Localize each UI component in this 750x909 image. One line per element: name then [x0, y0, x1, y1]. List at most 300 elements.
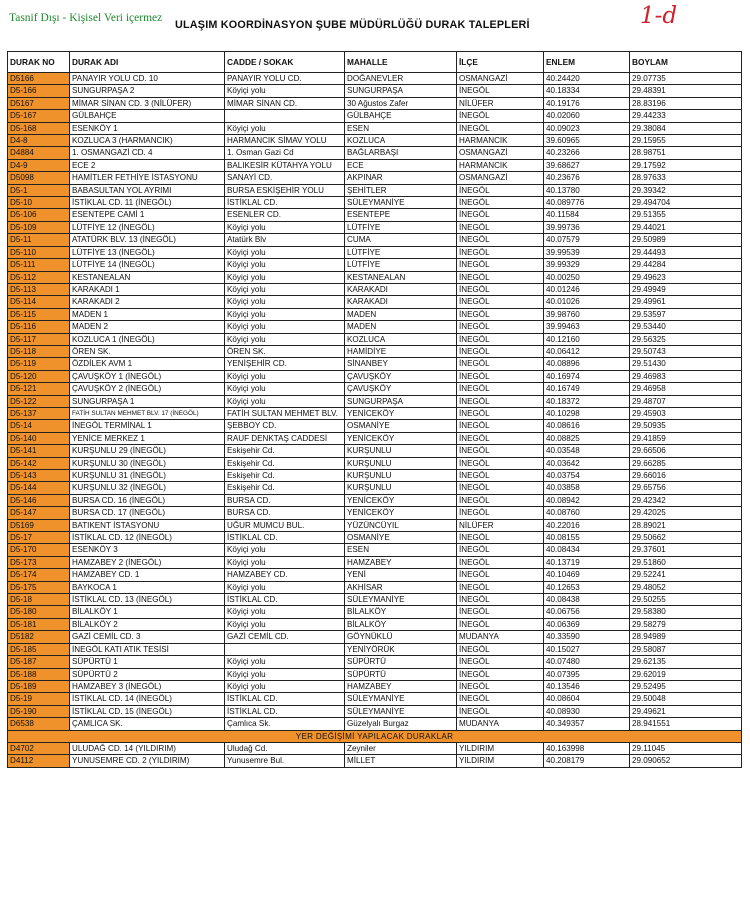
cell-enlem: 40.10469 — [544, 569, 630, 581]
cell-mahalle: KURŞUNLU — [345, 457, 457, 469]
cell-cadde-sokak: Köyiçi yolu — [225, 283, 345, 295]
cell-boylam: 29.53597 — [630, 308, 742, 320]
cell-durak-no: D5-11 — [8, 234, 70, 246]
table-row — [8, 321, 742, 333]
table-row — [8, 97, 742, 109]
cell-boylam: 29.58087 — [630, 643, 742, 655]
table-row — [8, 110, 742, 122]
cell-boylam: 29.51860 — [630, 556, 742, 568]
cell-mahalle: YENİCEKÖY — [345, 432, 457, 444]
cell-enlem: 39.98760 — [544, 308, 630, 320]
cell-durak-adi: MİMAR SİNAN CD. 3 (NİLÜFER) — [70, 97, 225, 109]
cell-ilce: İNEGÖL — [457, 668, 544, 680]
cell-mahalle: SÜLEYMANİYE — [345, 693, 457, 705]
table-row — [8, 705, 742, 717]
cell-durak-adi: KURŞUNLU 30 (İNEGÖL) — [70, 457, 225, 469]
cell-cadde-sokak: ŞEBBOY CD. — [225, 420, 345, 432]
table-row — [8, 308, 742, 320]
cell-boylam: 29.66285 — [630, 457, 742, 469]
cell-durak-no: D4884 — [8, 147, 70, 159]
cell-durak-adi: 1. OSMANGAZİ CD. 4 — [70, 147, 225, 159]
cell-ilce: İNEGÖL — [457, 569, 544, 581]
cell-mahalle: Zeyniler — [345, 742, 457, 754]
cell-cadde-sokak: SANAYİ CD. — [225, 172, 345, 184]
cell-boylam: 29.50255 — [630, 594, 742, 606]
cell-boylam: 29.51430 — [630, 358, 742, 370]
cell-boylam: 29.44284 — [630, 259, 742, 271]
cell-mahalle: OSMANİYE — [345, 532, 457, 544]
table-row — [8, 693, 742, 705]
cell-cadde-sokak: Köyiçi yolu — [225, 271, 345, 283]
cell-mahalle: KURŞUNLU — [345, 482, 457, 494]
cell-cadde-sokak: Köyiçi yolu — [225, 606, 345, 618]
table-row — [8, 432, 742, 444]
cell-mahalle: SÜLEYMANİYE — [345, 197, 457, 209]
table-row — [8, 383, 742, 395]
cell-cadde-sokak: Köyiçi yolu — [225, 556, 345, 568]
cell-boylam: 28.941551 — [630, 718, 742, 730]
table-row — [8, 358, 742, 370]
cell-ilce: OSMANGAZİ — [457, 172, 544, 184]
cell-durak-no: D4-9 — [8, 159, 70, 171]
cell-durak-no: D5-121 — [8, 383, 70, 395]
table-row — [8, 85, 742, 97]
cell-mahalle: YENİYÖRÜK — [345, 643, 457, 655]
cell-mahalle: HAMİDİYE — [345, 345, 457, 357]
page-title: ULAŞIM KOORDİNASYON ŞUBE MÜDÜRLÜĞÜ DURAK TALEPLERİ — [175, 19, 530, 31]
table-row — [8, 457, 742, 469]
cell-mahalle: LÜTFİYE — [345, 246, 457, 258]
cell-ilce: İNEGÖL — [457, 705, 544, 717]
cell-ilce: İNEGÖL — [457, 271, 544, 283]
cell-durak-adi: KURŞUNLU 31 (İNEGÖL) — [70, 470, 225, 482]
cell-boylam: 29.42342 — [630, 494, 742, 506]
classification-label: Tasnif Dışı - Kişisel Veri içermez — [9, 12, 163, 24]
cell-enlem: 40.15027 — [544, 643, 630, 655]
cell-ilce: İNEGÖL — [457, 370, 544, 382]
cell-cadde-sokak: Köyiçi yolu — [225, 544, 345, 556]
cell-cadde-sokak: İSTİKLAL CD. — [225, 705, 345, 717]
cell-durak-adi: KURŞUNLU 29 (İNEGÖL) — [70, 445, 225, 457]
cell-boylam: 29.65756 — [630, 482, 742, 494]
cell-cadde-sokak: PANAYIR YOLU CD. — [225, 73, 345, 85]
cell-boylam: 28.83196 — [630, 97, 742, 109]
cell-durak-no: D5-18 — [8, 594, 70, 606]
cell-ilce: İNEGÖL — [457, 234, 544, 246]
cell-durak-no: D5-1 — [8, 184, 70, 196]
cell-durak-adi: HAMİTLER FETHİYE İSTASYONU — [70, 172, 225, 184]
cell-enlem: 40.12653 — [544, 581, 630, 593]
cell-ilce: İNEGÖL — [457, 606, 544, 618]
cell-durak-no: D6538 — [8, 718, 70, 730]
header-col-durak-adi: DURAK ADI — [70, 52, 225, 73]
cell-cadde-sokak — [225, 643, 345, 655]
cell-enlem: 39.60965 — [544, 135, 630, 147]
cell-boylam: 29.17592 — [630, 159, 742, 171]
cell-boylam: 29.38084 — [630, 122, 742, 134]
cell-enlem: 40.07480 — [544, 656, 630, 668]
table-row — [8, 643, 742, 655]
cell-enlem: 40.03548 — [544, 445, 630, 457]
cell-ilce: İNEGÖL — [457, 618, 544, 630]
cell-enlem: 40.16974 — [544, 370, 630, 382]
table-row — [8, 395, 742, 407]
cell-enlem: 40.06756 — [544, 606, 630, 618]
cell-ilce: İNEGÖL — [457, 308, 544, 320]
cell-durak-adi: ESENTEPE CAMİ 1 — [70, 209, 225, 221]
cell-durak-no: D5-146 — [8, 494, 70, 506]
cell-enlem: 40.08896 — [544, 358, 630, 370]
cell-ilce: İNEGÖL — [457, 470, 544, 482]
cell-enlem: 40.23266 — [544, 147, 630, 159]
cell-enlem: 40.349357 — [544, 718, 630, 730]
cell-ilce: İNEGÖL — [457, 184, 544, 196]
table-row — [8, 172, 742, 184]
cell-ilce: İNEGÖL — [457, 296, 544, 308]
cell-enlem: 40.11584 — [544, 209, 630, 221]
cell-durak-adi: ÖZDİLEK AVM 1 — [70, 358, 225, 370]
cell-cadde-sokak: İSTİKLAL CD. — [225, 594, 345, 606]
table-row — [8, 333, 742, 345]
cell-cadde-sokak: MİMAR SİNAN CD. — [225, 97, 345, 109]
cell-durak-adi: İSTİKLAL CD. 12 (İNEGÖL) — [70, 532, 225, 544]
cell-cadde-sokak: Köyiçi yolu — [225, 680, 345, 692]
cell-durak-no: D4112 — [8, 755, 70, 767]
cell-durak-adi: ÇAMLICA SK. — [70, 718, 225, 730]
cell-mahalle: ECE — [345, 159, 457, 171]
cell-durak-no: D5166 — [8, 73, 70, 85]
cell-durak-adi: BURSA CD. 16 (İNEGÖL) — [70, 494, 225, 506]
cell-cadde-sokak: YENİŞEHİR CD. — [225, 358, 345, 370]
cell-ilce: İNEGÖL — [457, 122, 544, 134]
cell-boylam: 29.48707 — [630, 395, 742, 407]
cell-mahalle: SUNGURPAŞA — [345, 85, 457, 97]
cell-durak-adi: SUNGURPAŞA 1 — [70, 395, 225, 407]
cell-boylam: 29.07735 — [630, 73, 742, 85]
cell-boylam: 29.46983 — [630, 370, 742, 382]
cell-enlem: 40.03642 — [544, 457, 630, 469]
cell-mahalle: KURŞUNLU — [345, 470, 457, 482]
cell-durak-adi: BİLALKÖY 1 — [70, 606, 225, 618]
cell-mahalle: SUNGURPAŞA — [345, 395, 457, 407]
table-row — [8, 370, 742, 382]
cell-boylam: 29.66016 — [630, 470, 742, 482]
cell-boylam: 29.090652 — [630, 755, 742, 767]
cell-enlem: 40.33590 — [544, 631, 630, 643]
cell-durak-no: D5182 — [8, 631, 70, 643]
cell-mahalle: LÜTFİYE — [345, 259, 457, 271]
cell-ilce: İNEGÖL — [457, 407, 544, 419]
section-label: YER DEĞİŞİMİ YAPILACAK DURAKLAR — [8, 730, 742, 742]
table-body — [8, 73, 742, 768]
table-row — [8, 122, 742, 134]
table-row — [8, 73, 742, 85]
cell-ilce: İNEGÖL — [457, 333, 544, 345]
cell-mahalle: GÜLBAHÇE — [345, 110, 457, 122]
cell-durak-adi: KURŞUNLU 32 (İNEGÖL) — [70, 482, 225, 494]
cell-durak-adi: HAMZABEY CD. 1 — [70, 569, 225, 581]
cell-durak-no: D5-174 — [8, 569, 70, 581]
table-row — [8, 221, 742, 233]
cell-durak-adi: MADEN 2 — [70, 321, 225, 333]
cell-ilce: İNEGÖL — [457, 457, 544, 469]
cell-boylam: 29.66506 — [630, 445, 742, 457]
cell-ilce: İNEGÖL — [457, 656, 544, 668]
cell-enlem: 40.22016 — [544, 519, 630, 531]
cell-ilce: NİLÜFER — [457, 97, 544, 109]
cell-enlem: 40.00250 — [544, 271, 630, 283]
cell-durak-no: D5-110 — [8, 246, 70, 258]
cell-durak-no: D5-187 — [8, 656, 70, 668]
cell-ilce: İNEGÖL — [457, 494, 544, 506]
table-row — [8, 755, 742, 767]
cell-durak-no: D5-118 — [8, 345, 70, 357]
cell-cadde-sokak: Köyiçi yolu — [225, 246, 345, 258]
cell-enlem: 40.08825 — [544, 432, 630, 444]
cell-ilce: İNEGÖL — [457, 283, 544, 295]
cell-cadde-sokak: Eskişehir Cd. — [225, 482, 345, 494]
cell-cadde-sokak — [225, 110, 345, 122]
cell-cadde-sokak: Çamlıca Sk. — [225, 718, 345, 730]
section-row-relocation — [8, 730, 742, 742]
cell-mahalle: YÜZÜNCÜYIL — [345, 519, 457, 531]
cell-durak-adi: ÖREN SK. — [70, 345, 225, 357]
cell-mahalle: BAĞLARBAŞI — [345, 147, 457, 159]
table-row — [8, 259, 742, 271]
cell-boylam: 29.62135 — [630, 656, 742, 668]
cell-mahalle: MİLLET — [345, 755, 457, 767]
cell-enlem: 40.08438 — [544, 594, 630, 606]
cell-mahalle: ESEN — [345, 544, 457, 556]
cell-enlem: 40.10298 — [544, 407, 630, 419]
cell-durak-no: D5-141 — [8, 445, 70, 457]
cell-durak-no: D5-14 — [8, 420, 70, 432]
cell-cadde-sokak: Köyiçi yolu — [225, 221, 345, 233]
cell-mahalle: SÜLEYMANİYE — [345, 594, 457, 606]
cell-ilce: İNEGÖL — [457, 532, 544, 544]
cell-durak-no: D5-173 — [8, 556, 70, 568]
cell-durak-adi: YUNUSEMRE CD. 2 (YILDIRIM) — [70, 755, 225, 767]
cell-durak-adi: GAZİ CEMİL CD. 3 — [70, 631, 225, 643]
cell-durak-no: D5-137 — [8, 407, 70, 419]
cell-durak-no: D5-115 — [8, 308, 70, 320]
cell-ilce: İNEGÖL — [457, 432, 544, 444]
table-row — [8, 445, 742, 457]
cell-ilce: İNEGÖL — [457, 246, 544, 258]
cell-durak-adi: ESENKÖY 3 — [70, 544, 225, 556]
table-row — [8, 594, 742, 606]
cell-enlem: 40.08604 — [544, 693, 630, 705]
cell-enlem: 40.089776 — [544, 197, 630, 209]
cell-enlem: 40.07395 — [544, 668, 630, 680]
cell-cadde-sokak: Köyiçi yolu — [225, 383, 345, 395]
cell-durak-adi: ESENKÖY 1 — [70, 122, 225, 134]
table-header-row — [8, 52, 742, 73]
cell-durak-no: D5-170 — [8, 544, 70, 556]
cell-cadde-sokak: Köyiçi yolu — [225, 656, 345, 668]
cell-boylam: 29.58279 — [630, 618, 742, 630]
cell-durak-no: D5-106 — [8, 209, 70, 221]
cell-cadde-sokak: İSTİKLAL CD. — [225, 693, 345, 705]
cell-durak-no: D5-17 — [8, 532, 70, 544]
cell-cadde-sokak: UĞUR MUMCU BUL. — [225, 519, 345, 531]
cell-enlem: 40.13546 — [544, 680, 630, 692]
cell-durak-no: D5167 — [8, 97, 70, 109]
table-row — [8, 345, 742, 357]
table-row — [8, 420, 742, 432]
cell-ilce: NİLÜFER — [457, 519, 544, 531]
cell-durak-adi: PANAYIR YOLU CD. 10 — [70, 73, 225, 85]
cell-boylam: 29.48052 — [630, 581, 742, 593]
cell-durak-adi: KARAKADI 2 — [70, 296, 225, 308]
header-col-cadde-sokak: CADDE / SOKAK — [225, 52, 345, 73]
cell-ilce: İNEGÖL — [457, 197, 544, 209]
cell-durak-no: D5-142 — [8, 457, 70, 469]
cell-boylam: 29.45903 — [630, 407, 742, 419]
table-row — [8, 407, 742, 419]
cell-enlem: 40.18334 — [544, 85, 630, 97]
cell-boylam: 29.50989 — [630, 234, 742, 246]
cell-durak-adi: ÇAVUŞKÖY 2 (İNEGÖL) — [70, 383, 225, 395]
cell-ilce: İNEGÖL — [457, 110, 544, 122]
table-row — [8, 296, 742, 308]
table-row — [8, 618, 742, 630]
cell-boylam: 28.89021 — [630, 519, 742, 531]
cell-enlem: 40.02060 — [544, 110, 630, 122]
cell-durak-no: D5-112 — [8, 271, 70, 283]
cell-enlem: 40.09023 — [544, 122, 630, 134]
cell-cadde-sokak: Uludağ Cd. — [225, 742, 345, 754]
table-row — [8, 742, 742, 754]
cell-boylam: 29.50743 — [630, 345, 742, 357]
cell-durak-no: D5-10 — [8, 197, 70, 209]
cell-mahalle: SÜPÜRTÜ — [345, 656, 457, 668]
cell-boylam: 29.41859 — [630, 432, 742, 444]
cell-cadde-sokak: Köyiçi yolu — [225, 668, 345, 680]
cell-durak-adi: BATIKENT İSTASYONU — [70, 519, 225, 531]
cell-enlem: 40.208179 — [544, 755, 630, 767]
cell-durak-adi: İSTİKLAL CD. 15 (İNEGÖL) — [70, 705, 225, 717]
table-row — [8, 507, 742, 519]
table-row — [8, 209, 742, 221]
cell-ilce: HARMANCIK — [457, 159, 544, 171]
cell-enlem: 40.03754 — [544, 470, 630, 482]
cell-durak-no: D5-116 — [8, 321, 70, 333]
table-row — [8, 135, 742, 147]
cell-ilce: OSMANGAZİ — [457, 147, 544, 159]
cell-mahalle: HAMZABEY — [345, 680, 457, 692]
bus-stop-requests-table — [7, 51, 742, 768]
cell-durak-no: D5-147 — [8, 507, 70, 519]
cell-mahalle: GÖYNÜKLÜ — [345, 631, 457, 643]
cell-durak-no: D5-189 — [8, 680, 70, 692]
cell-ilce: İNEGÖL — [457, 221, 544, 233]
cell-boylam: 29.50662 — [630, 532, 742, 544]
cell-enlem: 40.08155 — [544, 532, 630, 544]
cell-boylam: 28.97633 — [630, 172, 742, 184]
cell-enlem: 39.99463 — [544, 321, 630, 333]
cell-mahalle: 30 Ağustos Zafer — [345, 97, 457, 109]
cell-mahalle: SİNANBEY — [345, 358, 457, 370]
header-col-durak-no: DURAK NO — [8, 52, 70, 73]
cell-durak-no: D5-188 — [8, 668, 70, 680]
cell-ilce: İNEGÖL — [457, 507, 544, 519]
cell-enlem: 39.99329 — [544, 259, 630, 271]
cell-ilce: YILDIRIM — [457, 742, 544, 754]
cell-boylam: 29.49961 — [630, 296, 742, 308]
cell-enlem: 40.03858 — [544, 482, 630, 494]
cell-durak-no: D5-168 — [8, 122, 70, 134]
cell-ilce: İNEGÖL — [457, 358, 544, 370]
cell-boylam: 29.50048 — [630, 693, 742, 705]
cell-enlem: 40.18372 — [544, 395, 630, 407]
cell-durak-no: D5-175 — [8, 581, 70, 593]
cell-boylam: 29.494704 — [630, 197, 742, 209]
cell-durak-no: D5098 — [8, 172, 70, 184]
cell-durak-no: D5-19 — [8, 693, 70, 705]
header-col-boylam: BOYLAM — [630, 52, 742, 73]
cell-boylam: 29.48391 — [630, 85, 742, 97]
table-row — [8, 147, 742, 159]
cell-cadde-sokak: HARMANCIK SİMAV YOLU — [225, 135, 345, 147]
cell-cadde-sokak: 1. Osman Gazi Cd — [225, 147, 345, 159]
cell-ilce: İNEGÖL — [457, 345, 544, 357]
cell-ilce: İNEGÖL — [457, 85, 544, 97]
cell-durak-adi: İSTİKLAL CD. 11 (İNEGÖL) — [70, 197, 225, 209]
cell-durak-adi: BİLALKÖY 2 — [70, 618, 225, 630]
cell-durak-adi: SUNGURPAŞA 2 — [70, 85, 225, 97]
cell-durak-no: D5-180 — [8, 606, 70, 618]
cell-enlem: 40.08930 — [544, 705, 630, 717]
cell-mahalle: KARAKADI — [345, 283, 457, 295]
cell-durak-no: D5-167 — [8, 110, 70, 122]
cell-cadde-sokak: BURSA ESKİŞEHİR YOLU — [225, 184, 345, 196]
cell-ilce: İNEGÖL — [457, 395, 544, 407]
cell-boylam: 29.49623 — [630, 271, 742, 283]
cell-durak-adi: HAMZABEY 3 (İNEGÖL) — [70, 680, 225, 692]
cell-mahalle: BİLALKÖY — [345, 606, 457, 618]
cell-mahalle: ESENTEPE — [345, 209, 457, 221]
cell-cadde-sokak: FATİH SULTAN MEHMET BLV. — [225, 407, 345, 419]
cell-boylam: 29.44493 — [630, 246, 742, 258]
cell-cadde-sokak: İSTİKLAL CD. — [225, 197, 345, 209]
cell-cadde-sokak: İSTİKLAL CD. — [225, 532, 345, 544]
table-row — [8, 494, 742, 506]
table-row — [8, 668, 742, 680]
cell-ilce: İNEGÖL — [457, 259, 544, 271]
cell-ilce: İNEGÖL — [457, 643, 544, 655]
cell-durak-no: D5-109 — [8, 221, 70, 233]
cell-ilce: İNEGÖL — [457, 594, 544, 606]
cell-ilce: MUDANYA — [457, 631, 544, 643]
cell-cadde-sokak: Köyiçi yolu — [225, 321, 345, 333]
cell-durak-no: D5-140 — [8, 432, 70, 444]
cell-ilce: İNEGÖL — [457, 693, 544, 705]
cell-cadde-sokak: GAZİ CEMİL CD. — [225, 631, 345, 643]
table-row — [8, 470, 742, 482]
cell-enlem: 40.08942 — [544, 494, 630, 506]
cell-ilce: YILDIRIM — [457, 755, 544, 767]
handwritten-note: 1-d — [640, 3, 678, 29]
cell-cadde-sokak: Köyiçi yolu — [225, 395, 345, 407]
cell-durak-no: D5-143 — [8, 470, 70, 482]
cell-boylam: 29.51355 — [630, 209, 742, 221]
cell-durak-no: D5-119 — [8, 358, 70, 370]
cell-cadde-sokak: Köyiçi yolu — [225, 333, 345, 345]
cell-boylam: 29.58380 — [630, 606, 742, 618]
table-row — [8, 532, 742, 544]
cell-enlem: 40.08760 — [544, 507, 630, 519]
